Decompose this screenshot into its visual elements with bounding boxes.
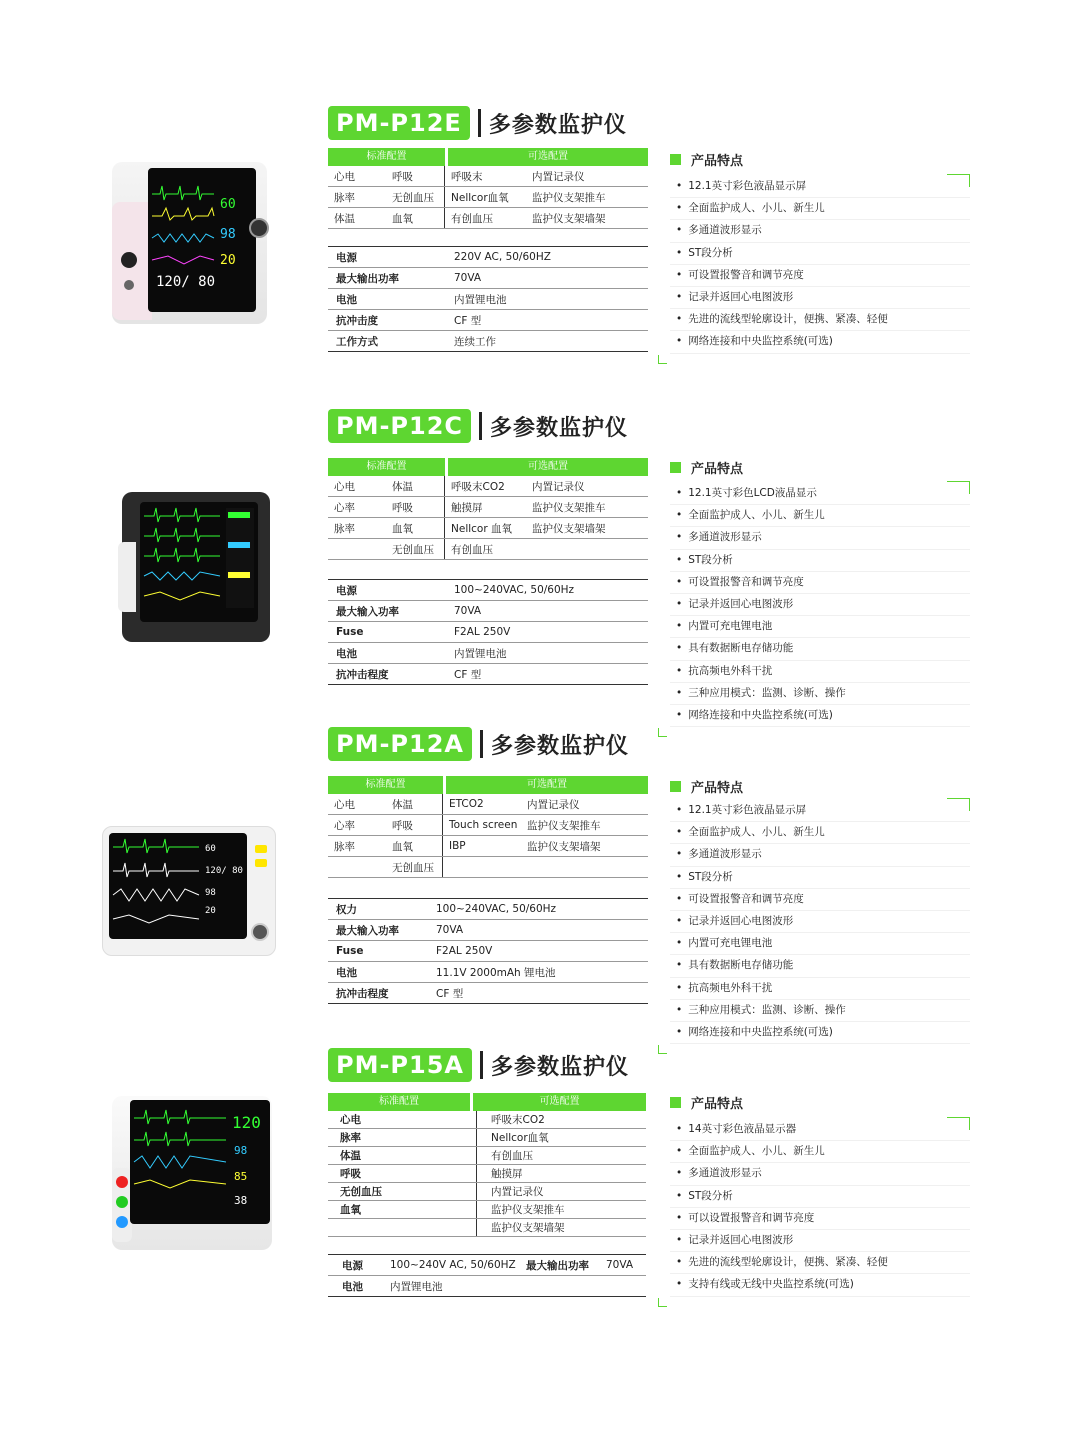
table-cell: 心电 xyxy=(328,1111,477,1129)
corner-decoration xyxy=(658,355,667,364)
resp-value: 20 xyxy=(205,906,216,916)
spec-key: 最大输入功率 xyxy=(328,920,428,941)
table-row xyxy=(328,539,648,560)
table-cell xyxy=(328,539,386,560)
table-row xyxy=(328,962,648,983)
table-cell: 监护仪支架推车 xyxy=(477,1201,647,1219)
table-cell: 内置记录仪 xyxy=(477,1183,647,1201)
table-row xyxy=(328,1147,646,1165)
table-row xyxy=(328,920,648,941)
table-cell: 呼吸 xyxy=(386,166,445,187)
product-title-row xyxy=(328,106,627,140)
spec-block xyxy=(328,776,648,1004)
list-item: • ST段分析 xyxy=(670,243,970,265)
table-cell: 监护仪支架推车 xyxy=(526,187,648,208)
table-cell: 呼吸 xyxy=(386,497,445,518)
table-row xyxy=(328,1111,646,1129)
list-item: • 全面监护成人、小儿、新生儿 xyxy=(670,822,970,844)
model-badge: PM-P15A xyxy=(328,1048,472,1082)
nibp-value: 85 xyxy=(234,1170,248,1183)
table-cell: Nellcor 血氧 xyxy=(445,518,527,539)
table-row xyxy=(328,1219,646,1237)
table-row xyxy=(328,310,648,331)
spec-value: 连续工作 xyxy=(446,331,648,352)
spec-key: 电源 xyxy=(328,1255,382,1276)
table-cell: 监护仪支架墙架 xyxy=(477,1219,647,1237)
list-item: • ST段分析 xyxy=(670,550,970,572)
spec-value: 70VA xyxy=(598,1255,646,1276)
spec-value xyxy=(598,1276,646,1297)
list-item: • 先进的流线型轮廓设计，便携、紧凑、轻便 xyxy=(670,1252,970,1274)
spec-key: 电池 xyxy=(328,962,428,983)
model-badge: PM-P12E xyxy=(328,106,470,140)
features-list xyxy=(670,483,970,727)
config-table xyxy=(328,1111,646,1237)
table-cell: 血氧 xyxy=(386,518,445,539)
table-cell: 呼吸末CO2 xyxy=(477,1111,647,1129)
list-item: • 多通道波形显示 xyxy=(670,527,970,549)
spec-value: 70VA xyxy=(446,601,648,622)
features-block xyxy=(670,1092,970,1297)
spec-block xyxy=(328,148,648,352)
list-item: • 先进的流线型轮廓设计，便携、紧凑、轻便 xyxy=(670,309,970,331)
spec-value: F2AL 250V xyxy=(428,941,648,962)
standard-config-header: 标准配置 xyxy=(328,776,443,794)
spec-key: 工作方式 xyxy=(328,331,446,352)
table-cell: Touch screen xyxy=(443,815,522,836)
list-item: • 12.1英寸彩色液晶显示屏 xyxy=(670,800,970,822)
corner-decoration xyxy=(947,174,970,187)
table-cell: 脉率 xyxy=(328,518,386,539)
table-cell xyxy=(443,857,522,878)
table-row xyxy=(328,601,648,622)
list-item: • ST段分析 xyxy=(670,867,970,889)
resp-value: 20 xyxy=(220,253,236,268)
spec-key: 最大输入功率 xyxy=(328,601,446,622)
table-row xyxy=(328,941,648,962)
table-row xyxy=(328,208,648,229)
table-cell: 体温 xyxy=(386,794,443,815)
table-row xyxy=(328,622,648,643)
model-badge: PM-P12C xyxy=(328,409,471,443)
spec-header xyxy=(328,776,648,794)
product-image xyxy=(112,1096,272,1250)
spec-block xyxy=(328,458,648,685)
list-item: • 可设置报警音和调节亮度 xyxy=(670,889,970,911)
table-row xyxy=(328,836,648,857)
table-row xyxy=(328,331,648,352)
monitor-screen xyxy=(148,168,256,312)
heart-rate-value: 120 xyxy=(232,1113,261,1132)
spec-key: 权力 xyxy=(328,899,428,920)
list-item: • 可设置报警音和调节亮度 xyxy=(670,572,970,594)
spec-value: 100~240VAC, 50/60Hz xyxy=(446,580,648,601)
features-list xyxy=(670,176,970,354)
corner-decoration xyxy=(658,728,667,737)
features-block xyxy=(670,457,970,727)
table-row xyxy=(328,497,648,518)
table-row xyxy=(328,187,648,208)
table-cell: 无创血压 xyxy=(386,539,445,560)
table-cell: 呼吸 xyxy=(328,1165,477,1183)
optional-config-header: 可选配置 xyxy=(446,776,648,794)
features-heading xyxy=(670,149,970,169)
table-cell xyxy=(521,857,648,878)
spec-key: 抗冲击度 xyxy=(328,310,446,331)
electrical-table xyxy=(328,898,648,1004)
list-item: • 多通道波形显示 xyxy=(670,844,970,866)
table-cell: 无创血压 xyxy=(328,1183,477,1201)
table-cell: 无创血压 xyxy=(386,857,443,878)
table-cell: 监护仪支架墙架 xyxy=(526,208,648,229)
product-title: 多参数监护仪 xyxy=(491,733,630,759)
nibp-value: 120/ 80 xyxy=(205,866,243,876)
table-row xyxy=(328,1183,646,1201)
square-icon xyxy=(670,462,681,473)
table-cell: 脉率 xyxy=(328,836,386,857)
table-row xyxy=(328,1165,646,1183)
knob-icon[interactable] xyxy=(251,923,269,941)
table-row xyxy=(328,899,648,920)
list-item: • 记录并返回心电图波形 xyxy=(670,911,970,933)
list-item: • 具有数据断电存储功能 xyxy=(670,955,970,977)
standard-config-header: 标准配置 xyxy=(328,148,445,166)
table-row xyxy=(328,1255,646,1276)
spec-value: 100~240V AC, 50/60HZ xyxy=(382,1255,518,1276)
product-image xyxy=(102,826,276,956)
table-cell: 心率 xyxy=(328,497,386,518)
spec-value: 内置锂电池 xyxy=(446,643,648,664)
table-cell: 心电 xyxy=(328,166,386,187)
table-cell: 无创血压 xyxy=(386,187,445,208)
list-item: • 多通道波形显示 xyxy=(670,1163,970,1185)
spec-key: Fuse xyxy=(328,622,446,643)
spo2-value: 98 xyxy=(205,888,216,898)
table-cell: 体温 xyxy=(328,1147,477,1165)
model-badge: PM-P12A xyxy=(328,727,472,761)
list-item: • 网络连接和中央监控系统(可选) xyxy=(670,705,970,727)
table-row xyxy=(328,664,648,685)
table-cell: 呼吸末CO2 xyxy=(445,476,527,497)
title-separator xyxy=(479,412,482,440)
features-block xyxy=(670,149,970,354)
table-cell xyxy=(526,539,648,560)
spo2-value: 98 xyxy=(234,1144,248,1157)
table-cell: 呼吸 xyxy=(386,815,443,836)
monitor-screen xyxy=(140,502,258,622)
table-cell: 内置记录仪 xyxy=(526,476,648,497)
list-item: • 内置可充电锂电池 xyxy=(670,933,970,955)
table-row xyxy=(328,247,648,268)
table-row xyxy=(328,857,648,878)
standard-config-header: 标准配置 xyxy=(328,458,445,476)
optional-config-header: 可选配置 xyxy=(448,458,648,476)
list-item: • 具有数据断电存储功能 xyxy=(670,638,970,660)
features-title: 产品特点 xyxy=(691,780,744,796)
spec-value: 100~240VAC, 50/60Hz xyxy=(428,899,648,920)
list-item: • 12.1英寸彩色LCD液晶显示 xyxy=(670,483,970,505)
features-title: 产品特点 xyxy=(691,1096,744,1112)
table-cell: 有创血压 xyxy=(477,1147,647,1165)
list-item: • 多通道波形显示 xyxy=(670,220,970,242)
table-cell: 呼吸末 xyxy=(445,166,527,187)
connector-icon xyxy=(121,252,137,268)
table-cell: 心电 xyxy=(328,794,386,815)
corner-decoration xyxy=(658,1045,667,1054)
corner-decoration xyxy=(947,481,970,494)
spec-key: 电池 xyxy=(328,289,446,310)
list-item: • 网络连接和中央监控系统(可选) xyxy=(670,1022,970,1044)
config-table xyxy=(328,476,648,560)
features-list xyxy=(670,800,970,1044)
features-block xyxy=(670,776,970,1044)
heart-rate-value: 60 xyxy=(205,844,216,854)
corner-decoration xyxy=(658,1298,667,1307)
monitor-screen xyxy=(109,833,247,939)
spec-value: CF 型 xyxy=(446,310,648,331)
list-item: • 14英寸彩色液晶显示器 xyxy=(670,1119,970,1141)
list-item: • 可以设置报警音和调节亮度 xyxy=(670,1208,970,1230)
product-title: 多参数监护仪 xyxy=(490,415,629,441)
table-cell: 监护仪支架推车 xyxy=(526,497,648,518)
table-cell: 血氧 xyxy=(328,1201,477,1219)
features-title: 产品特点 xyxy=(691,153,744,169)
table-cell: 触摸屏 xyxy=(477,1165,647,1183)
table-cell: IBP xyxy=(443,836,522,857)
spec-key: 抗冲击程度 xyxy=(328,983,428,1004)
features-heading xyxy=(670,457,970,477)
table-cell: 血氧 xyxy=(386,836,443,857)
product-image xyxy=(122,492,270,642)
table-cell: 内置记录仪 xyxy=(521,794,648,815)
spec-value: 70VA xyxy=(446,268,648,289)
list-item: • 网络连接和中央监控系统(可选) xyxy=(670,331,970,353)
features-list xyxy=(670,1119,970,1297)
spec-value: 内置锂电池 xyxy=(382,1276,518,1297)
spec-key xyxy=(518,1276,598,1297)
connector-icon xyxy=(124,280,134,290)
side-panel xyxy=(118,542,136,612)
optional-config-header: 可选配置 xyxy=(448,148,648,166)
table-row xyxy=(328,815,648,836)
list-item: • ST段分析 xyxy=(670,1186,970,1208)
spec-value: 11.1V 2000mAh 锂电池 xyxy=(428,962,648,983)
table-cell: 监护仪支架墙架 xyxy=(526,518,648,539)
table-row xyxy=(328,1129,646,1147)
square-icon xyxy=(670,1097,681,1108)
product-title-row xyxy=(328,727,629,761)
table-row xyxy=(328,580,648,601)
product-title-row xyxy=(328,409,628,443)
spec-value: 220V AC, 50/60HZ xyxy=(446,247,648,268)
list-item: • 抗高频电外科干扰 xyxy=(670,978,970,1000)
table-row xyxy=(328,476,648,497)
spec-value: 内置锂电池 xyxy=(446,289,648,310)
corner-decoration xyxy=(947,1117,970,1130)
list-item: • 记录并返回心电图波形 xyxy=(670,594,970,616)
product-title: 多参数监护仪 xyxy=(491,1054,630,1080)
list-item: • 支持有线或无线中央监控系统(可选) xyxy=(670,1274,970,1296)
connector-icon xyxy=(116,1216,128,1228)
product-title-row xyxy=(328,1048,629,1082)
list-item: • 12.1英寸彩色液晶显示屏 xyxy=(670,176,970,198)
spec-key: 抗冲击程度 xyxy=(328,664,446,685)
features-title: 产品特点 xyxy=(691,461,744,477)
spec-value: CF 型 xyxy=(446,664,648,685)
spec-key: 电源 xyxy=(328,580,446,601)
table-row xyxy=(328,983,648,1004)
table-cell: 监护仪支架墙架 xyxy=(521,836,648,857)
list-item: • 记录并返回心电图波形 xyxy=(670,287,970,309)
square-icon xyxy=(670,781,681,792)
square-icon xyxy=(670,154,681,165)
optional-config-header: 可选配置 xyxy=(473,1093,646,1111)
features-heading xyxy=(670,776,970,796)
spec-value: F2AL 250V xyxy=(446,622,648,643)
resp-value: 38 xyxy=(234,1194,248,1207)
title-separator xyxy=(480,1051,483,1079)
spec-value: 70VA xyxy=(428,920,648,941)
table-cell: 监护仪支架推车 xyxy=(521,815,648,836)
list-item: • 内置可充电锂电池 xyxy=(670,616,970,638)
heart-rate-value: 60 xyxy=(220,197,236,212)
list-item: • 全面监护成人、小儿、新生儿 xyxy=(670,505,970,527)
table-cell: 有创血压 xyxy=(445,539,527,560)
table-cell: Nellcor血氧 xyxy=(477,1129,647,1147)
electrical-table xyxy=(328,579,648,685)
table-cell xyxy=(328,1219,477,1237)
table-row xyxy=(328,518,648,539)
table-cell: 血氧 xyxy=(386,208,445,229)
connector-icon xyxy=(116,1196,128,1208)
list-item: • 可设置报警音和调节亮度 xyxy=(670,265,970,287)
product-image xyxy=(112,162,267,324)
spec-key: 电源 xyxy=(328,247,446,268)
spec-value: CF 型 xyxy=(428,983,648,1004)
table-row xyxy=(328,289,648,310)
table-cell: 触摸屏 xyxy=(445,497,527,518)
config-table xyxy=(328,166,648,229)
config-table xyxy=(328,794,648,878)
list-item: • 全面监护成人、小儿、新生儿 xyxy=(670,198,970,220)
spec-header xyxy=(328,148,648,166)
table-cell: 心电 xyxy=(328,476,386,497)
knob-icon[interactable] xyxy=(249,218,269,238)
alarm-light-icon xyxy=(255,845,267,853)
table-cell: 心率 xyxy=(328,815,386,836)
table-cell: 内置记录仪 xyxy=(526,166,648,187)
list-item: • 记录并返回心电图波形 xyxy=(670,1230,970,1252)
table-row xyxy=(328,1201,646,1219)
table-cell: 有创血压 xyxy=(445,208,527,229)
alarm-light-icon xyxy=(255,859,267,867)
nibp-value: 120/ 80 xyxy=(156,274,216,290)
electrical-table xyxy=(328,246,648,352)
spo2-value: 98 xyxy=(220,227,236,242)
list-item: • 抗高频电外科干扰 xyxy=(670,661,970,683)
table-cell: 脉率 xyxy=(328,1129,477,1147)
table-cell: ETCO2 xyxy=(443,794,522,815)
title-separator xyxy=(480,730,483,758)
table-cell: 体温 xyxy=(328,208,386,229)
connector-icon xyxy=(116,1176,128,1188)
table-row xyxy=(328,166,648,187)
table-cell: 脉率 xyxy=(328,187,386,208)
spec-key: 最大输出功率 xyxy=(518,1255,598,1276)
table-row xyxy=(328,1276,646,1297)
corner-decoration xyxy=(947,798,970,811)
features-heading xyxy=(670,1092,970,1112)
spec-header xyxy=(328,1093,646,1111)
table-cell: 体温 xyxy=(386,476,445,497)
product-title: 多参数监护仪 xyxy=(488,112,627,138)
table-cell xyxy=(328,857,386,878)
title-separator xyxy=(478,109,481,137)
table-row xyxy=(328,794,648,815)
table-row xyxy=(328,268,648,289)
spec-key: Fuse xyxy=(328,941,428,962)
spec-key: 最大输出功率 xyxy=(328,268,446,289)
spec-key: 电池 xyxy=(328,643,446,664)
table-cell: Nellcor血氧 xyxy=(445,187,527,208)
list-item: • 三种应用模式：监测、诊断、操作 xyxy=(670,1000,970,1022)
spec-header xyxy=(328,458,648,476)
electrical-table xyxy=(328,1254,646,1297)
list-item: • 三种应用模式：监测、诊断、操作 xyxy=(670,683,970,705)
monitor-screen xyxy=(130,1100,270,1224)
standard-config-header: 标准配置 xyxy=(328,1093,470,1111)
list-item: • 全面监护成人、小儿、新生儿 xyxy=(670,1141,970,1163)
spec-block xyxy=(328,1093,646,1297)
table-row xyxy=(328,643,648,664)
spec-key: 电池 xyxy=(328,1276,382,1297)
